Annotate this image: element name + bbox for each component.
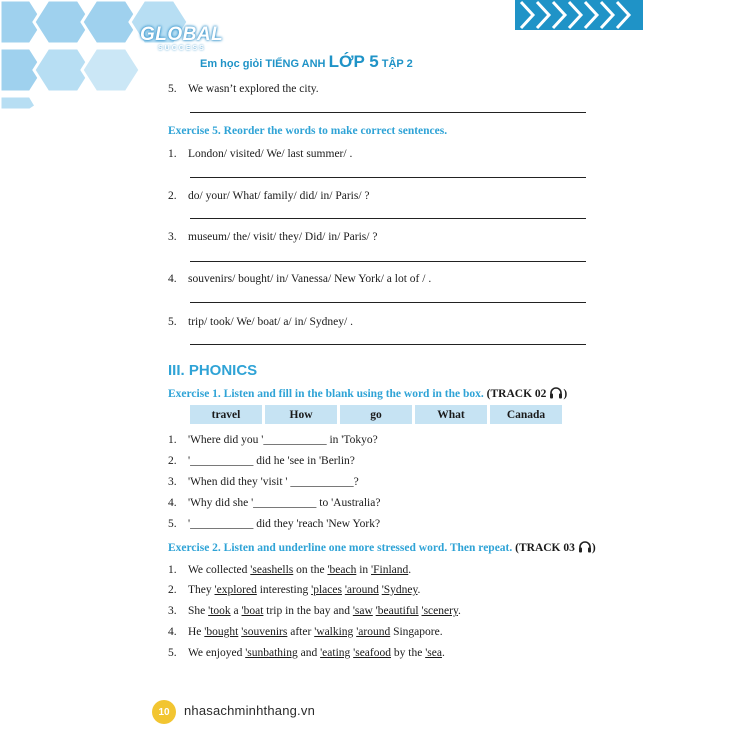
sentence-part: They — [188, 584, 215, 596]
exercise-5-title: Exercise 5. Reorder the words to make correct sentences. — [168, 125, 448, 137]
item-number: 4. — [168, 497, 177, 509]
answer-line[interactable] — [190, 302, 586, 303]
list-item — [168, 646, 445, 660]
item-number: 1. — [168, 148, 177, 160]
list-item — [168, 189, 370, 203]
item-text: souvenirs/ bought/ in/ Vanessa/ New York/ a lot of / . — [188, 273, 432, 285]
stressed-word[interactable]: 'saw — [352, 605, 373, 617]
list-item — [168, 147, 352, 161]
list-item — [168, 82, 319, 96]
exercise-1-title — [168, 386, 567, 400]
list-item — [168, 475, 359, 489]
item-number: 1. — [168, 434, 177, 446]
sentence-part: . — [408, 564, 412, 576]
sentence-part: . — [457, 605, 461, 617]
chevron-stripes-decoration — [515, 0, 643, 30]
sentence-part: and — [297, 647, 321, 659]
item-number: 5. — [168, 83, 177, 95]
stressed-word[interactable]: 'scenery — [421, 605, 458, 617]
word-box-item: Canada — [490, 405, 562, 424]
stressed-word[interactable]: 'places — [311, 584, 342, 596]
sentence-part: He — [188, 626, 205, 638]
exercise-1-title-text: Exercise 1. Listen and fill in the blank using the word in the box. — [168, 388, 484, 400]
word-box-item: How — [265, 405, 337, 424]
sentence-part: a — [230, 605, 242, 617]
item-number: 3. — [168, 476, 177, 488]
item-number: 3. — [168, 231, 177, 243]
sentence-part: . — [417, 584, 421, 596]
stressed-word[interactable]: 'seafood — [353, 647, 391, 659]
item-text[interactable]: '___________ did he 'see in 'Berlin? — [188, 455, 355, 467]
book-title-suffix: TẬP 2 — [381, 58, 413, 70]
item-number: 4. — [168, 626, 177, 638]
stressed-word[interactable]: 'explored — [214, 584, 257, 596]
word-box-item: go — [340, 405, 412, 424]
exercise-2-title-text: Exercise 2. Listen and underline one more stressed word. Then repeat. — [168, 542, 513, 554]
item-number: 2. — [168, 455, 177, 467]
list-item — [168, 272, 431, 286]
item-text: London/ visited/ We/ last summer/ . — [188, 148, 353, 160]
stressed-word[interactable]: 'beautiful — [375, 605, 419, 617]
stressed-word[interactable]: 'sunbathing — [245, 647, 298, 659]
list-item — [168, 517, 380, 531]
sentence-part: We enjoyed — [188, 647, 246, 659]
list-item — [168, 563, 411, 577]
track-label: (TRACK 03 — [515, 542, 575, 554]
answer-line[interactable] — [190, 177, 586, 178]
track-label: (TRACK 02 — [486, 388, 547, 400]
sentence-part: on the — [293, 564, 328, 576]
answer-line[interactable] — [190, 218, 586, 219]
item-text: museum/ the/ visit/ they/ Did/ in/ Paris/ ? — [188, 231, 378, 243]
headphones-icon[interactable] — [549, 386, 563, 399]
item-number: 5. — [168, 518, 177, 530]
sentence-part: . — [441, 647, 445, 659]
sentence-part: in — [356, 564, 372, 576]
logo-subtitle: SUCCESS — [158, 45, 206, 52]
item-number: 2. — [168, 190, 177, 202]
sentence-part: trip in the bay and — [263, 605, 353, 617]
list-item — [168, 454, 355, 468]
stressed-word[interactable]: 'took — [208, 605, 231, 617]
stressed-word[interactable]: 'Finland — [371, 564, 409, 576]
stressed-word[interactable]: 'souvenirs — [241, 626, 288, 638]
item-text: trip/ took/ We/ boat/ a/ in/ Sydney/ . — [188, 316, 353, 328]
word-box-item: travel — [190, 405, 262, 424]
list-item — [168, 496, 380, 510]
sentence-part: after — [287, 626, 315, 638]
stressed-word[interactable]: 'around — [356, 626, 391, 638]
item-number: 3. — [168, 605, 177, 617]
sentence-part: by the — [391, 647, 426, 659]
stressed-word[interactable]: 'walking — [314, 626, 354, 638]
sentence-part: We collected — [188, 564, 251, 576]
list-item — [168, 625, 443, 639]
item-text[interactable]: '___________ did they 'reach 'New York? — [188, 518, 381, 530]
stressed-word[interactable]: 'eating — [320, 647, 351, 659]
stressed-word[interactable]: 'around — [344, 584, 379, 596]
headphones-icon[interactable] — [578, 540, 592, 553]
item-text[interactable]: 'When did they 'visit ' ___________? — [188, 476, 359, 488]
exercise-2-title — [168, 540, 596, 554]
item-text: We wasn’t explored the city. — [188, 83, 319, 95]
answer-line[interactable] — [190, 112, 586, 113]
stressed-word[interactable]: 'beach — [327, 564, 357, 576]
item-text[interactable]: 'Why did she '___________ to 'Australia? — [188, 497, 381, 509]
list-item — [168, 433, 378, 447]
sentence-part: She — [188, 605, 209, 617]
global-success-logo: GLOBAL — [140, 24, 224, 45]
word-box-item: What — [415, 405, 487, 424]
item-text[interactable]: 'Where did you '___________ in 'Tokyo? — [188, 434, 378, 446]
answer-line[interactable] — [190, 261, 586, 262]
item-number: 4. — [168, 273, 177, 285]
list-item — [168, 583, 420, 597]
stressed-word[interactable]: 'boat — [241, 605, 264, 617]
book-title-grade: LỚP 5 — [328, 52, 379, 71]
list-item — [168, 315, 353, 329]
stressed-word[interactable]: 'seashells — [250, 564, 294, 576]
item-number: 1. — [168, 564, 177, 576]
answer-line[interactable] — [190, 344, 586, 345]
track-close: ) — [591, 542, 596, 554]
book-title-prefix: Em học giỏi TIẾNG ANH — [200, 58, 326, 70]
list-item — [168, 604, 461, 618]
sentence-part: interesting — [256, 584, 312, 596]
book-title — [200, 52, 413, 72]
stressed-word[interactable]: 'bought — [204, 626, 239, 638]
website-label: nhasachminhthang.vn — [184, 703, 316, 718]
page-number-badge: 10 — [152, 700, 176, 724]
stressed-word[interactable]: 'Sydney — [381, 584, 418, 596]
item-number: 5. — [168, 647, 177, 659]
item-number: 5. — [168, 316, 177, 328]
track-close: ) — [563, 388, 568, 400]
list-item — [168, 230, 377, 244]
item-text: do/ your/ What/ family/ did/ in/ Paris/ ? — [188, 190, 370, 202]
word-box — [190, 405, 562, 424]
stressed-word[interactable]: 'sea — [425, 647, 442, 659]
sentence-part: Singapore. — [390, 626, 443, 638]
item-number: 2. — [168, 584, 177, 596]
section-title: III. PHONICS — [168, 362, 258, 379]
